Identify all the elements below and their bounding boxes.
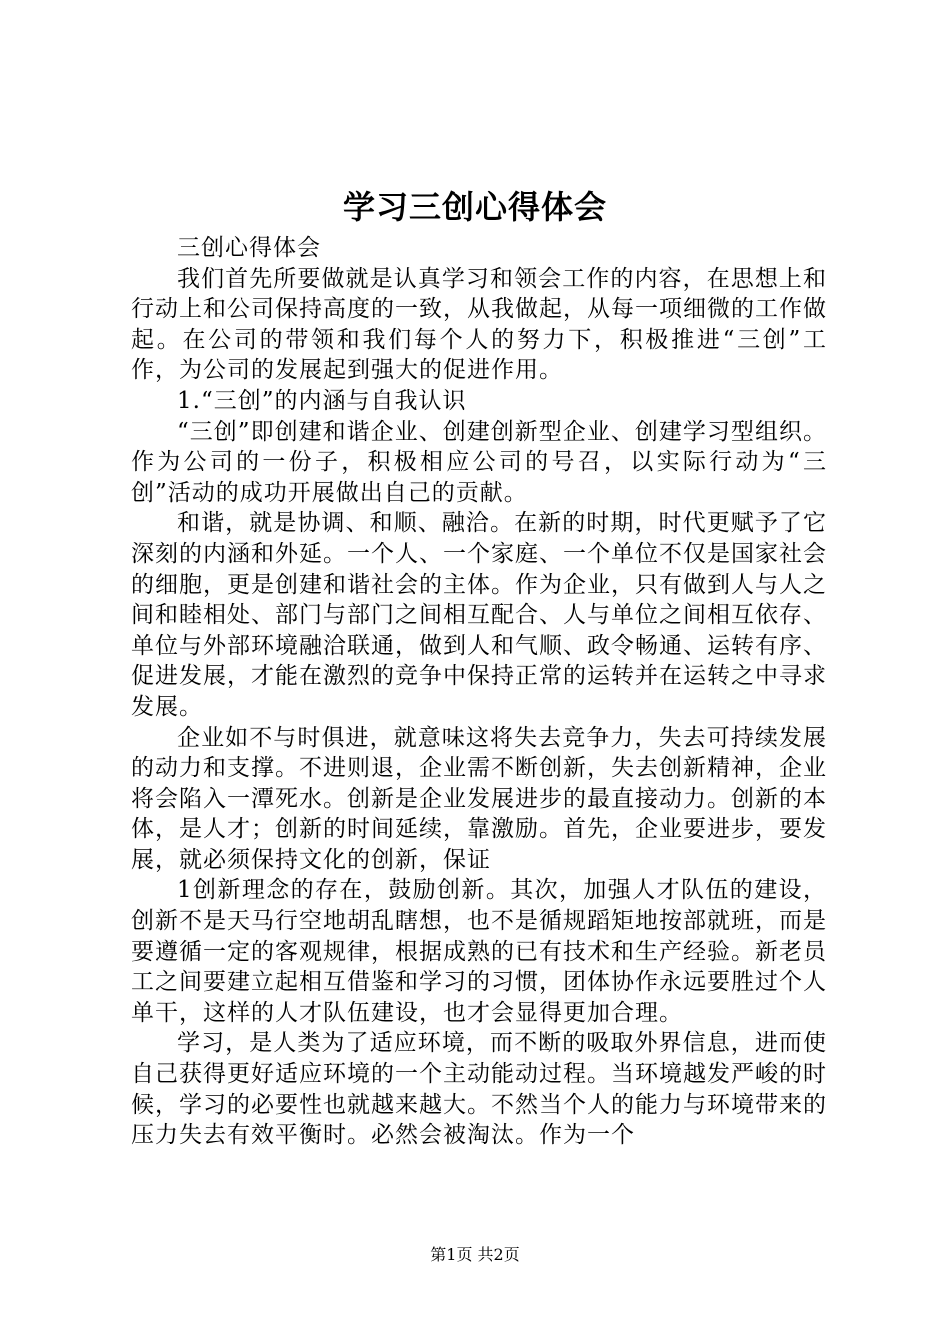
document-title: 学习三创心得体会: [342, 188, 607, 226]
paragraph-innovation-continued: 1创新理念的存在，鼓励创新。其次，加强人才队伍的建设，创新不是天马行空地胡乱瞎想，也不是循规蹈矩地按部就班，而是要遵循一定的客观规律，根据成熟的已有技术和生产经验。新老员工之间要建立起相互借鉴和学习的习惯，团体协作永远要胜过个人单干，这样的人才队伍建设，也才会显得更加合理。: [131, 877, 827, 1026]
document-body: [131, 233, 827, 1151]
section-heading-1: 1.“三创”的内涵与自我认识: [177, 387, 467, 414]
paragraph-definition: “三创”即创建和谐企业、创建创新型企业、创建学习型组织。作为公司的一份子，积极相应公司的号召，以实际行动为“三创”活动的成功开展做出自己的贡献。: [131, 418, 827, 506]
paragraph-learning: 学习，是人类为了适应环境，而不断的吸取外界信息，进而使自己获得更好适应环境的一个主动能动过程。当环境越发严峻的时候，学习的必要性也就越来越大。不然当个人的能力与环境带来的压力失去有效平衡时。必然会被淘汰。作为一个: [131, 1030, 827, 1149]
page-number-footer: 第1页 共2页: [430, 1245, 520, 1264]
paragraph-subtitle: 三创心得体会: [177, 235, 321, 261]
paragraph-harmony: 和谐，就是协调、和顺、融洽。在新的时期，时代更赋予了它深刻的内涵和外延。一个人、一个家庭、一个单位不仅是国家社会的细胞，更是创建和谐社会的主体。作为企业，只有做到人与人之间和睦相处、部门与部门之间相互配合、人与单位之间相互依存、单位与外部环境融洽联通，做到人和气顺、政令畅通、运转有序、促进发展，才能在激烈的竞争中保持正常的运转并在运转之中寻求发展。: [131, 510, 827, 720]
paragraph-intro: 我们首先所要做就是认真学习和领会工作的内容，在思想上和行动上和公司保持高度的一致，从我做起，从每一项细微的工作做起。在公司的带领和我们每个人的努力下，积极推进“三创”工作，为公司的发展起到强大的促进作用。: [131, 265, 827, 384]
paragraph-innovation: 企业如不与时俱进，就意味这将失去竞争力，失去可持续发展的动力和支撑。不进则退，企业需不断创新，失去创新精神，企业将会陷入一潭死水。创新是企业发展进步的最直接动力。创新的本体，是人才；创新的时间延续，靠激励。首先，企业要进步，要发展，就必须保持文化的创新，保证: [131, 724, 827, 873]
